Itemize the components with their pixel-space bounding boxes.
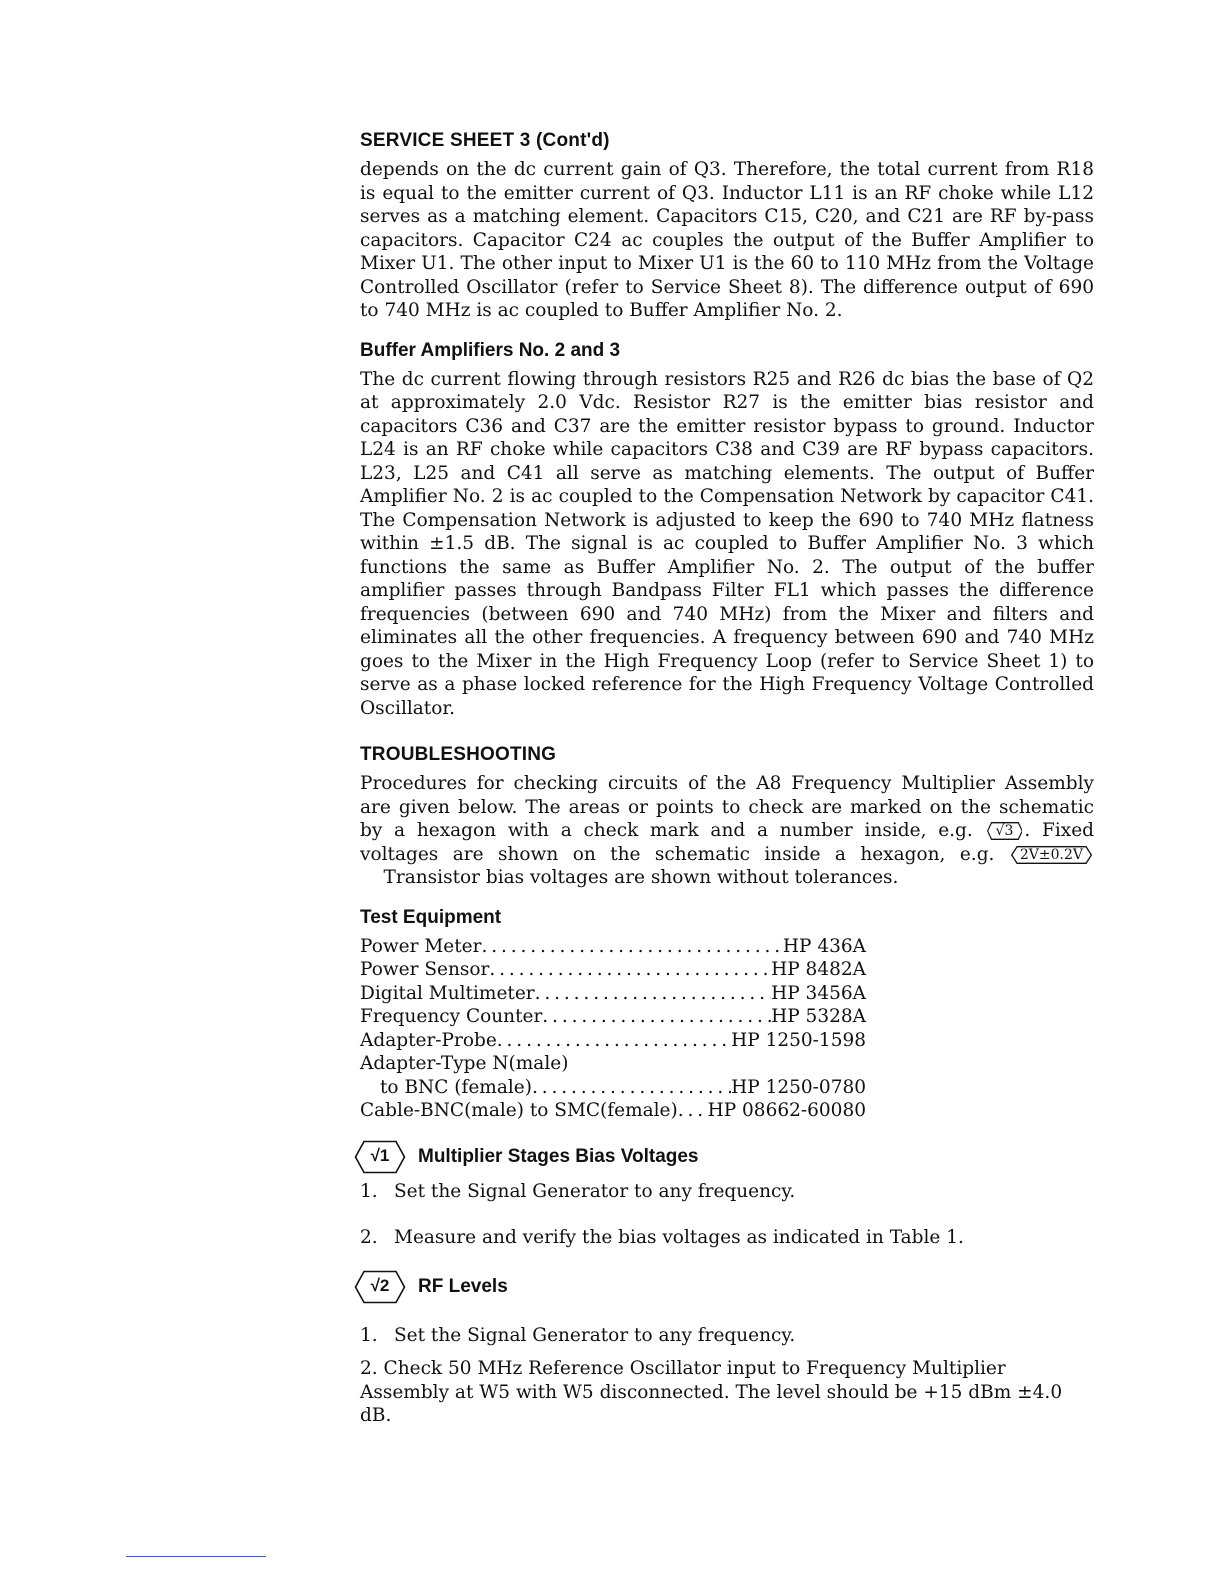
step-text: Check 50 MHz Reference Oscillator input to Frequency Multiplier Assembly at W5 with W5 disconnected. The level should be +15 dBm ±4.0 dB.: [360, 1358, 1063, 1426]
step-number: 2.: [360, 1358, 378, 1379]
equipment-part: HP 5328A: [771, 1006, 866, 1027]
buffer-amplifiers-heading: Buffer Amplifiers No. 2 and 3: [360, 339, 621, 361]
equipment-part: HP 3456A: [771, 982, 866, 1004]
step-number: 1.: [360, 1180, 378, 1202]
step-text: Measure and verify the bias voltages as indicated in Table 1.: [394, 1227, 964, 1248]
equipment-row: [360, 982, 866, 1006]
equipment-row: [360, 1029, 866, 1053]
equipment-name: Digital Multimeter: [360, 982, 535, 1004]
equipment-name: Power Sensor: [360, 959, 490, 980]
check-hexagon-icon: [354, 1140, 406, 1174]
procedure-2-title: RF Levels: [418, 1275, 508, 1297]
equipment-row: [360, 958, 866, 982]
step-text: Set the Signal Generator to any frequency.: [394, 1180, 796, 1202]
section-title: SERVICE SHEET 3 (Cont'd): [360, 130, 610, 151]
equipment-part: HP 436A: [782, 935, 866, 957]
equipment-name: Adapter-Type N(male): [360, 1053, 569, 1074]
procedure-2-header: [354, 1270, 1094, 1304]
voltage-hexagon-example: [1011, 846, 1092, 864]
procedure-2-step: [360, 1357, 1094, 1428]
check-hexagon-example: [987, 822, 1023, 840]
voltage-hexagon-label: 2V±0.2V: [1019, 846, 1083, 863]
equipment-part: HP 8482A: [771, 959, 866, 980]
step-text: Set the Signal Generator to any frequency.: [394, 1324, 796, 1346]
intro-paragraph: depends on the dc current gain of Q3. Therefore, the total current from R18 is equal to the emitter current of Q3. Inductor L11 is an RF choke while L12 serves as a matching element. Capacitors C15, C20, and C21 are RF by-pass capacitors. Capacitor C24 ac couples the output of the Buffer Amplifier to Mixer U1. The other input to Mixer U1 is the 60 to 110 MHz from the Voltage Controlled Oscillator (refer to Service Sheet 8). The difference output of 690 to 740 MHz is ac coupled to Buffer Amplifier No. 2.: [360, 159, 1094, 321]
procedure-1-step: [360, 1226, 1094, 1250]
check-hexagon-icon: [354, 1270, 406, 1304]
check-hexagon-label: √3: [995, 823, 1014, 839]
procedure-1-badge: √1: [370, 1145, 390, 1165]
procedure-2-step: [360, 1324, 1094, 1348]
procedure-1-title: Multiplier Stages Bias Voltages: [418, 1145, 699, 1167]
troubleshooting-heading: TROUBLESHOOTING: [360, 744, 557, 765]
equipment-row: [360, 1076, 866, 1100]
equipment-row: [360, 935, 866, 959]
test-equipment-heading: Test Equipment: [360, 906, 502, 928]
equipment-name: Frequency Counter: [360, 1006, 543, 1027]
equipment-row: [360, 1005, 866, 1029]
equipment-name: Adapter-Probe: [360, 1029, 497, 1051]
equipment-row: [360, 1052, 866, 1076]
equipment-row: [360, 1099, 866, 1123]
step-number: 2.: [360, 1227, 378, 1248]
procedure-1-header: [354, 1140, 1094, 1174]
equipment-name: to BNC (female): [380, 1076, 532, 1098]
equipment-part: HP 1250-1598: [731, 1029, 866, 1051]
troubleshooting-paragraph: [360, 772, 1094, 890]
service-sheet-page: [360, 130, 1094, 1428]
equipment-name: Cable-BNC(male) to SMC(female): [360, 1100, 678, 1121]
buffer-amplifiers-paragraph: The dc current flowing through resistors R25 and R26 dc bias the base of Q2 at approximately 2.0 Vdc. Resistor R27 is the emitter bias resistor and capacitors C36 and C37 are the emitter resistor bypass to ground. Inductor L24 is an RF choke while capacitors C38 and C39 are RF bypass capacitors. L23, L25 and C41 all serve as matching elements. The output of Buffer Amplifier No. 2 is ac coupled to the Compensation Network by capacitor C41. The Compensation Network is adjusted to keep the 690 to 740 MHz flatness within ±1.5 dB. The signal is ac coupled to Buffer Amplifier No. 3 which functions the same as Buffer Amplifier No. 2. The output of the buffer amplifier passes through Bandpass Filter FL1 which passes the difference frequencies (between 690 and 740 MHz) from the Mixer and filters and eliminates all the other frequencies. A frequency between 690 and 740 MHz goes to the Mixer in the High Frequency Loop (refer to Service Sheet 1) to serve as a phase locked reference for the High Frequency Voltage Controlled Oscillator.: [360, 368, 1094, 719]
troubleshooting-text-1: Procedures for checking circuits of the A8 Frequency Multiplier Assembly are given below. The areas or points to check are marked on the schematic by a hexagon with a check mark and a number inside, e.g.: [360, 773, 1094, 841]
step-number: 1.: [360, 1324, 378, 1346]
equipment-part: HP 08662-60080: [707, 1100, 866, 1121]
procedure-2-badge: √2: [370, 1275, 390, 1295]
footer-rule: [126, 1556, 266, 1557]
test-equipment-list: [360, 935, 1094, 1123]
troubleshooting-text-2: . Fixed voltages are shown on the schematic inside a hexagon, e.g.: [360, 820, 1094, 865]
equipment-part: HP 1250-0780: [731, 1076, 866, 1098]
troubleshooting-text-3: Transistor bias voltages are shown without tolerances.: [383, 867, 899, 888]
procedure-1-step: [360, 1180, 1094, 1204]
equipment-name: Power Meter: [360, 935, 482, 957]
